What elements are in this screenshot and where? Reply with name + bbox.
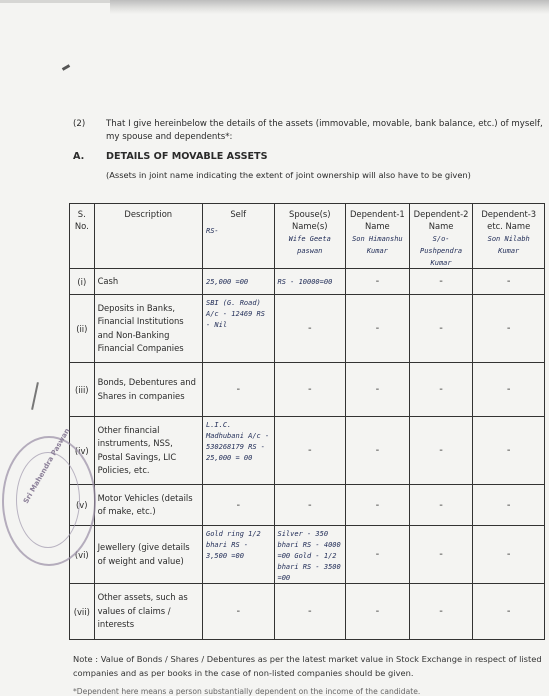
cell-self: Gold ring 1/2 bhari RS - 3,500 =00 <box>202 526 274 584</box>
header-sno: S. No. <box>70 204 95 269</box>
cell-spouse: - <box>274 485 346 526</box>
row-sno: (iv) <box>70 417 95 485</box>
cell-dependent-1: - <box>346 363 410 417</box>
cell-dependent-1: - <box>346 295 410 363</box>
table-row <box>70 295 545 363</box>
cell-self: 25,000 =00 <box>202 269 274 295</box>
margin-pen-mark <box>31 382 39 410</box>
header-description: Description <box>94 204 202 269</box>
cell-dependent-3: - <box>473 417 545 485</box>
hand-self-header: RS- <box>205 227 219 235</box>
header-self: Self RS- <box>202 204 274 269</box>
row-description: Jewellery (give details of weight and value) <box>94 526 202 584</box>
table-row <box>70 269 545 295</box>
cell-dependent-3: - <box>473 363 545 417</box>
footnote-dependent: *Dependent here means a person substantially dependent on the income of the candidate. <box>73 687 421 696</box>
stamp-text: Sri Mahendra Paswan <box>21 427 72 505</box>
row-description: Bonds, Debentures and Shares in companies <box>94 363 202 417</box>
row-description: Cash <box>94 269 202 295</box>
header-spouse: Spouse(s) Name(s) Wife Geeta paswan <box>274 204 346 269</box>
cell-dependent-1: - <box>346 526 410 584</box>
cell-dependent-2: - <box>409 269 473 295</box>
hand-dep3-header: Son Nilabh Kumar <box>487 235 530 255</box>
cell-dependent-3: - <box>473 485 545 526</box>
cell-self: SBI (G. Road) A/c - 12469 RS - Nil <box>202 295 274 363</box>
footer-note: Note : Value of Bonds / Shares / Debentures as per the latest market value in Stock Exchange in respect of listed companies and as per books in the case of non-listed companies should be given. <box>73 654 542 678</box>
row-description: Deposits in Banks, Financial Institutions and Non-Banking Financial Companies <box>94 295 202 363</box>
section-letter: A. <box>73 151 85 162</box>
cell-spouse: - <box>274 584 346 640</box>
header-dependent-2: Dependent-2 Name S/o- Pushpendra Kumar <box>409 204 473 269</box>
cell-dependent-2: - <box>409 295 473 363</box>
cell-dependent-1: - <box>346 417 410 485</box>
table-row <box>70 485 545 526</box>
paragraph-text: That I give hereinbelow the details of the assets (immovable, movable, bank balance, etc.) of myself, my spouse and dependents*: <box>106 119 543 142</box>
scan-mark <box>62 64 70 71</box>
cell-dependent-1: - <box>346 485 410 526</box>
row-sno: (vi) <box>70 526 95 584</box>
cell-dependent-1: - <box>346 584 410 640</box>
row-description: Other assets, such as values of claims / interests <box>94 584 202 640</box>
cell-dependent-3: - <box>473 269 545 295</box>
scan-shadow <box>110 0 549 14</box>
section-title: DETAILS OF MOVABLE ASSETS <box>106 151 268 162</box>
cell-spouse: Silver - 350 bhari RS - 4000 =00 Gold - 1/2 bhari RS - 3500 =00 <box>274 526 346 584</box>
section-subtitle: (Assets in joint name indicating the extent of joint ownership will also have to be given) <box>106 170 471 180</box>
table-header-row <box>70 204 545 269</box>
row-sno: (iii) <box>70 363 95 417</box>
cell-dependent-2: - <box>409 584 473 640</box>
table-row <box>70 526 545 584</box>
hand-dep2-header: S/o- Pushpendra Kumar <box>419 235 463 267</box>
row-sno: (vii) <box>70 584 95 640</box>
row-sno: (v) <box>70 485 95 526</box>
cell-dependent-3: - <box>473 295 545 363</box>
cell-spouse: - <box>274 295 346 363</box>
cell-self: - <box>202 485 274 526</box>
table-row <box>70 417 545 485</box>
cell-dependent-3: - <box>473 526 545 584</box>
row-sno: (ii) <box>70 295 95 363</box>
row-description: Motor Vehicles (details of make, etc.) <box>94 485 202 526</box>
cell-spouse: - <box>274 417 346 485</box>
cell-dependent-2: - <box>409 417 473 485</box>
table-row <box>70 584 545 640</box>
hand-spouse-header: Wife Geeta paswan <box>288 235 331 255</box>
cell-dependent-1: - <box>346 269 410 295</box>
header-dependent-3: Dependent-3 etc. Name Son Nilabh Kumar <box>473 204 545 269</box>
cell-dependent-2: - <box>409 363 473 417</box>
paragraph-number: (2) <box>73 119 86 129</box>
hand-dep1-header: Son Himanshu Kumar <box>352 235 403 255</box>
row-sno: (i) <box>70 269 95 295</box>
cell-dependent-2: - <box>409 526 473 584</box>
header-dependent-1: Dependent-1 Name Son Himanshu Kumar <box>346 204 410 269</box>
table-row <box>70 363 545 417</box>
cell-dependent-3: - <box>473 584 545 640</box>
cell-self: L.I.C. Madhubani A/c - 530268179 RS - 25,000 = 00 <box>202 417 274 485</box>
cell-spouse: - <box>274 363 346 417</box>
cell-spouse: RS - 10000=00 <box>274 269 346 295</box>
cell-self: - <box>202 363 274 417</box>
cell-self: - <box>202 584 274 640</box>
movable-assets-table <box>69 203 545 640</box>
cell-dependent-2: - <box>409 485 473 526</box>
row-description: Other financial instruments, NSS, Postal Savings, LIC Policies, etc. <box>94 417 202 485</box>
